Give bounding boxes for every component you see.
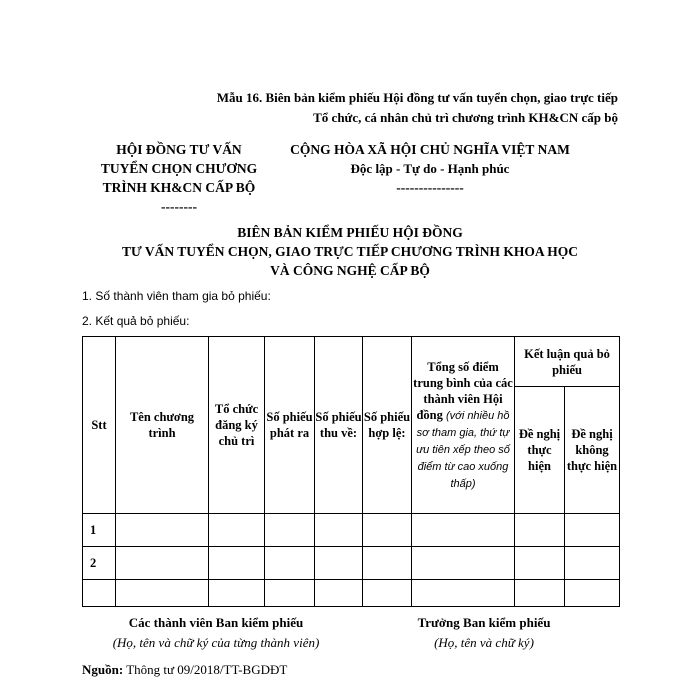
national-header-divider: --------------- (396, 180, 464, 195)
header-propose-implement: Đề nghị thực hiện (515, 387, 565, 514)
signature-committee-title: Các thành viên Ban kiểm phiếu (128, 615, 304, 630)
header-stt: Stt (83, 337, 116, 514)
header-total-score-label: Tổng số điểm trung bình của các thành viên Hội đồng (413, 359, 513, 422)
table-cell (116, 580, 209, 607)
signature-head-note: (Họ, tên và chữ ký) (434, 635, 534, 650)
table-cell (209, 514, 265, 547)
table-cell (515, 514, 565, 547)
council-header-line-1: HỘI ĐỒNG TƯ VẤN (116, 142, 242, 157)
table-cell (315, 547, 363, 580)
table-cell (565, 547, 620, 580)
table-cell (363, 514, 412, 547)
table-cell (209, 580, 265, 607)
item-voting-results: 2. Kết quả bỏ phiếu: (82, 314, 190, 328)
table-row (83, 514, 620, 547)
source-label: Nguồn: (82, 662, 124, 677)
table-cell (116, 514, 209, 547)
table-cell (315, 580, 363, 607)
table-cell (265, 514, 315, 547)
signature-head-title: Trưởng Ban kiểm phiếu (417, 615, 551, 630)
council-header-line-2: TUYỂN CHỌN CHƯƠNG (100, 161, 258, 176)
header-total-score-note: (với nhiều hồ sơ tham gia, thứ tự ưu tiên xếp theo số điểm từ cao xuống thấp) (416, 409, 510, 490)
table-cell (363, 580, 412, 607)
table-cell (412, 580, 515, 607)
table-row (83, 580, 620, 607)
source-line (82, 662, 287, 678)
table-cell (565, 514, 620, 547)
council-header-divider: -------- (161, 199, 197, 214)
national-motto: Độc lập - Tự do - Hạnh phúc (350, 161, 510, 176)
document-title (80, 223, 620, 280)
table-cell (265, 547, 315, 580)
signature-block-head (344, 613, 624, 653)
row-stt: 2 (83, 547, 116, 580)
row-stt (83, 580, 116, 607)
header-valid-votes: Số phiếu hợp lệ: (363, 337, 412, 514)
form-title-line-1: Mẫu 16. Biên bản kiểm phiếu Hội đồng tư vấn tuyển chọn, giao trực tiếp (216, 90, 618, 105)
header-organization: Tổ chức đăng ký chủ trì (209, 337, 265, 514)
table-cell (515, 547, 565, 580)
item-voting-members: 1. Số thành viên tham gia bỏ phiếu: (82, 289, 271, 303)
signature-block-committee (76, 613, 356, 653)
header-votes-received: Số phiếu thu về: (315, 337, 363, 514)
table-cell (412, 514, 515, 547)
header-program-name: Tên chương trình (116, 337, 209, 514)
table-cell (265, 580, 315, 607)
national-title: CỘNG HÒA XÃ HỘI CHỦ NGHĨA VIỆT NAM (290, 142, 570, 157)
table-cell (565, 580, 620, 607)
council-header (88, 140, 270, 216)
source-text: Thông tư 09/2018/TT-BGDĐT (123, 662, 288, 677)
table-cell (515, 580, 565, 607)
document-title-line-2: TƯ VẤN TUYỂN CHỌN, GIAO TRỰC TIẾP CHƯƠNG TRÌNH KHOA HỌC (122, 244, 578, 259)
table-cell (116, 547, 209, 580)
table-cell (315, 514, 363, 547)
form-title-line-2: Tổ chức, cá nhân chủ trì chương trình KH&CN cấp bộ (313, 110, 618, 125)
header-total-score (412, 337, 515, 514)
header-conclusion: Kết luận quả bỏ phiếu (515, 337, 620, 387)
voting-results-table (82, 336, 620, 607)
row-stt: 1 (83, 514, 116, 547)
national-header (280, 140, 580, 197)
header-propose-not-implement: Đề nghị không thực hiện (565, 387, 620, 514)
table-cell (363, 547, 412, 580)
table-row (83, 547, 620, 580)
signature-committee-note: (Họ, tên và chữ ký của từng thành viên) (112, 635, 320, 650)
document-title-line-1: BIÊN BẢN KIỂM PHIẾU HỘI ĐỒNG (237, 225, 463, 240)
header-votes-issued: Số phiếu phát ra (265, 337, 315, 514)
table-cell (209, 547, 265, 580)
council-header-line-3: TRÌNH KH&CN CẤP BỘ (102, 180, 256, 195)
document-title-line-3: VÀ CÔNG NGHỆ CẤP BỘ (270, 263, 430, 278)
table-cell (412, 547, 515, 580)
